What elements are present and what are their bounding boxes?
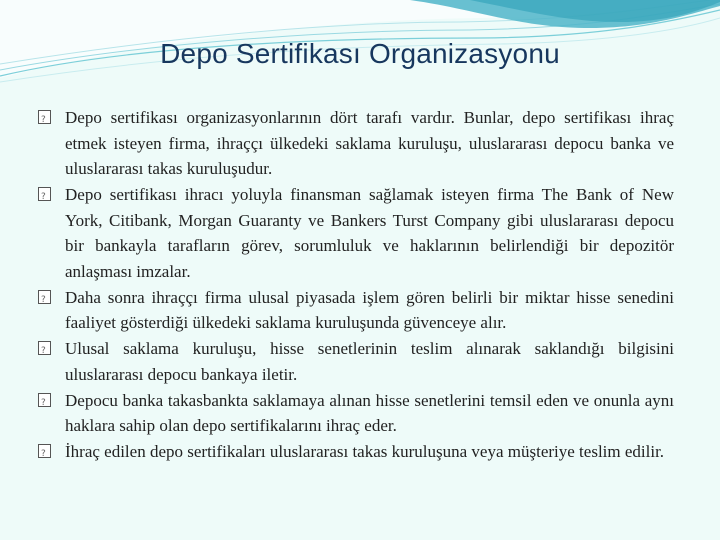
bullet-list [38, 105, 674, 465]
missing-glyph-bullet-icon [38, 444, 51, 458]
list-item [38, 285, 674, 336]
bullet-text: Depo sertifikası ihracı yoluyla finansman sağlamak isteyen firma The Bank of New York, Citibank, Morgan Guaranty ve Bankers Turst Company gibi uluslararası depocu bir bankayla tarafların görev, sorumluluk ve haklarının belirlendiği bir depozitör anlaşması imzalar. [65, 185, 674, 281]
list-item [38, 336, 674, 387]
missing-glyph-bullet-icon [38, 290, 51, 304]
bullet-text: Daha sonra ihraççı firma ulusal piyasada işlem gören belirli bir miktar hisse senedini faaliyet gösterdiği ülkedeki saklama kuruluşunda güvenceye alır. [65, 287, 674, 332]
bullet-text: Depo sertifikası organizasyonlarının dört tarafı vardır. Bunlar, depo sertifikası ihraç etmek isteyen firma, ihraççı ülkedeki saklama kuruluşu, uluslararası depocu banka ve uluslararası takas kuruluşudur. [65, 108, 674, 178]
bullet-text: Ulusal saklama kuruluşu, hisse senetlerinin teslim alınarak saklandığı bilgisini uluslararası depocu bankaya iletir. [65, 339, 674, 384]
page-title: Depo Sertifikası Organizasyonu [160, 38, 560, 69]
missing-glyph-bullet-icon [38, 341, 51, 355]
list-item [38, 182, 674, 284]
list-item [38, 388, 674, 439]
list-item [38, 439, 674, 465]
missing-glyph-bullet-icon [38, 187, 51, 201]
bullet-text: İhraç edilen depo sertifikaları uluslararası takas kuruluşuna veya müşteriye teslim edilir. [65, 442, 665, 461]
missing-glyph-bullet-icon [38, 110, 51, 124]
missing-glyph-bullet-icon [38, 393, 51, 407]
bullet-text: Depocu banka takasbankta saklamaya alınan hisse senetlerini temsil eden ve onunla aynı haklara sahip olan depo sertifikalarını ihraç eder. [65, 390, 674, 435]
list-item [38, 105, 674, 182]
